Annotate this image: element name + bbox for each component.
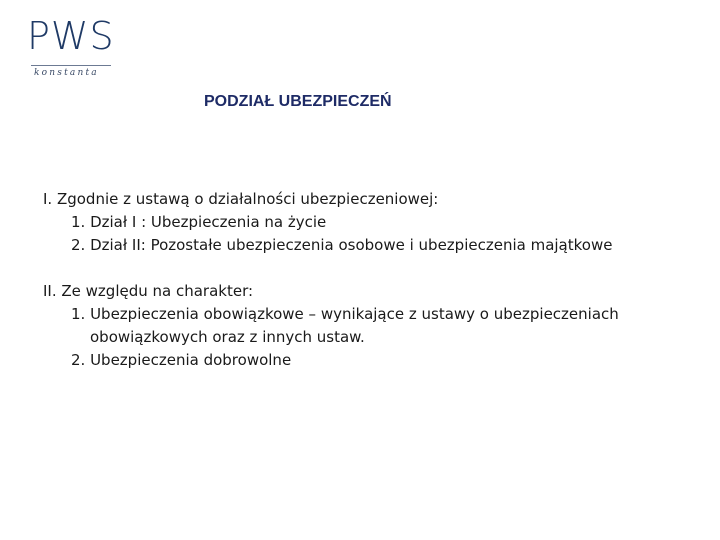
logo-divider [31,65,111,66]
company-logo [27,14,119,78]
section-heading-2: II. Ze względu na charakter: [43,282,254,300]
list-item: 1. Dział I : Ubezpieczenia na życie [71,213,327,231]
list-item: 1. Ubezpieczenia obowiązkowe – wynikające z ustawy o ubezpieczeniach [71,305,619,323]
list-item-continuation: obowiązkowych oraz z innych ustaw. [90,328,365,346]
section-heading-1: I. Zgodnie z ustawą o działalności ubezpieczeniowej: [43,190,439,208]
logo-tagline: konstanta [34,68,99,78]
slide-title: PODZIAŁ UBEZPIECZEŃ [204,93,392,110]
logo-wordmark: PWS [27,14,115,58]
list-item: 2. Ubezpieczenia dobrowolne [71,351,292,369]
list-item: 2. Dział II: Pozostałe ubezpieczenia osobowe i ubezpieczenia majątkowe [71,236,613,254]
